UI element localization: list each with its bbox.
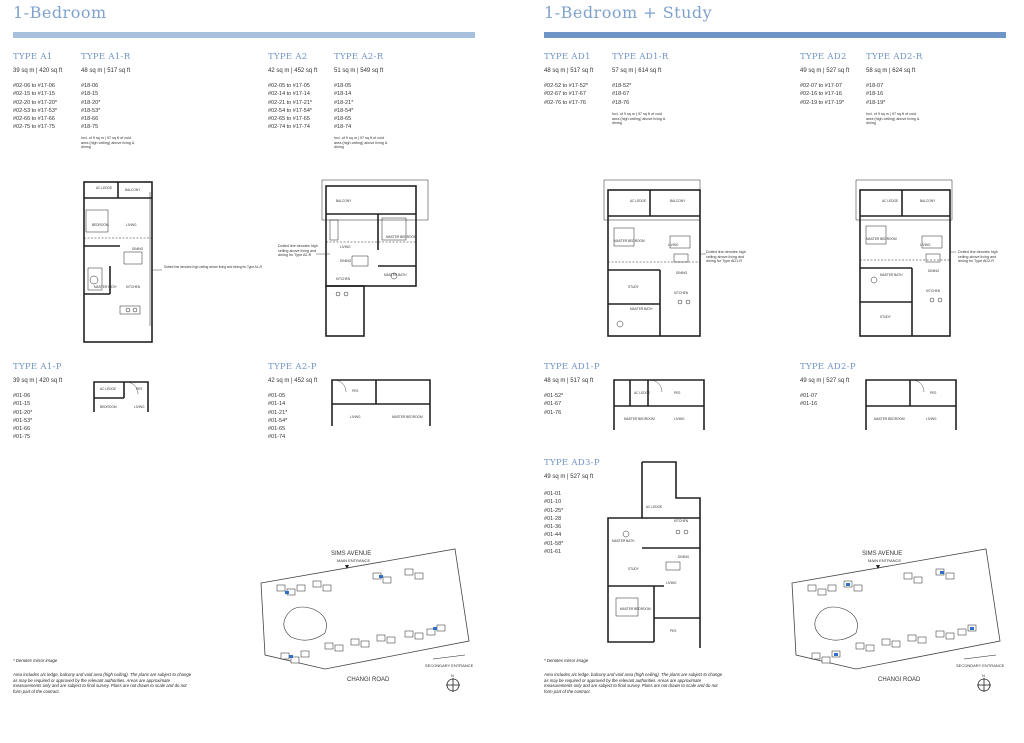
type-ad1r-area: 57 sq m | 614 sq ft <box>612 68 662 74</box>
unit-number: #18-15 <box>81 91 99 98</box>
plan-label: MASTER BEDROOM <box>392 415 423 419</box>
unit-number: #18-65 <box>334 116 352 123</box>
unit-number: #02-20 to #17-20* <box>13 99 58 106</box>
plan-label: MASTER BEDROOM <box>874 417 905 421</box>
plan-label: LIVING <box>350 415 361 419</box>
sims-avenue-label: SIMS AVENUE <box>862 551 903 557</box>
plan-label: MASTER BEDROOM <box>624 417 655 421</box>
type-a1p-units <box>13 392 32 442</box>
unit-number: #01-65 <box>268 426 286 433</box>
type-ad2r-area: 58 sq m | 624 sq ft <box>866 68 916 74</box>
secondary-entrance-label: SECONDARY ENTRANCE <box>425 663 474 668</box>
plan-label: MASTER BEDROOM <box>866 237 897 241</box>
plan-label: DINING <box>132 247 144 251</box>
plan-label: MASTER BATH <box>880 273 903 277</box>
secondary-entrance-label: SECONDARY ENTRANCE <box>956 663 1005 668</box>
unit-number: #18-05 <box>334 83 352 89</box>
unit-number: #02-54 to #17-54* <box>268 107 313 114</box>
type-a1p-title: TYPE A1-P <box>13 362 62 372</box>
unit-number: #01-54* <box>268 417 288 424</box>
right-footnote-disclaimer: Area includes a/c ledge, balcony and void area (high ceiling). The plans are subject to change as may be required or approved by the relevant authorities. Areas are approximate measurements only and are subject to final survey. Plans are not drawn to scale and do not form part of the contract. <box>544 672 723 694</box>
unit-number: #02-05 to #17-05 <box>268 83 310 89</box>
type-ad1r-title: TYPE AD1-R <box>612 52 669 62</box>
right-section-title: 1-Bedroom + Study <box>544 3 713 22</box>
type-ad1p-units <box>544 392 563 417</box>
floor-plan-a2 <box>276 180 436 340</box>
main-entrance-label: MAIN ENTRANCE <box>337 558 371 563</box>
type-a1-area: 39 sq m | 420 sq ft <box>13 68 63 74</box>
plan-label: BALCONY <box>920 199 936 203</box>
type-a2p-units <box>268 392 287 442</box>
floor-plan-ad2p <box>860 376 960 430</box>
floor-plan-a2p <box>326 376 436 426</box>
plan-label: KITCHEN <box>126 285 140 289</box>
plan-label: MASTER BATH <box>612 539 635 543</box>
type-a1-title: TYPE A1 <box>13 52 53 62</box>
type-ad1r-units <box>612 82 631 107</box>
plan-label: BALCONY <box>670 199 686 203</box>
plan-label: LIVING <box>666 581 677 585</box>
unit-number: #01-16 <box>800 401 818 408</box>
unit-number: #01-28 <box>544 515 562 522</box>
plan-label: MASTER BATH <box>384 273 407 277</box>
left-footnote-mirror: * Denotes mirror image <box>13 658 58 663</box>
unit-number: #18-76 <box>612 99 630 106</box>
plan-label: KITCHEN <box>336 277 350 281</box>
plan-label: AC LEDGE <box>882 199 899 203</box>
plan-label: KITCHEN <box>674 291 688 295</box>
plan-label: PES <box>352 389 359 393</box>
type-ad2p-title: TYPE AD2-P <box>800 362 856 372</box>
unit-number: #01-15 <box>13 401 31 408</box>
unit-number: #02-16 to #17-16 <box>800 91 842 98</box>
right-section-bar <box>544 32 1006 38</box>
unit-number: #01-05 <box>268 393 286 399</box>
plan-label: BEDROOM <box>100 405 117 409</box>
plan-label: LIVING <box>340 245 351 249</box>
plan-label: DINING <box>678 555 690 559</box>
unit-number: #02-07 to #17-07 <box>800 83 842 89</box>
unit-number: #02-19 to #17-19* <box>800 99 845 106</box>
type-ad2r-title: TYPE AD2-R <box>866 52 923 62</box>
plan-label: AC LEDGE <box>646 505 663 509</box>
plan-label: MASTER BEDROOM <box>614 239 645 243</box>
unit-number: #18-14 <box>334 91 352 98</box>
plan-label: DINING <box>340 259 352 263</box>
unit-number: #01-07 <box>800 393 818 399</box>
unit-number: #02-21 to #17-21* <box>268 99 313 106</box>
floor-plan-ad3p <box>604 458 714 650</box>
type-ad2r-note: Incl. of 9 sq m | 97 sq ft of void area (high ceiling) above living & dining <box>866 112 920 126</box>
unit-number: #18-19* <box>866 99 886 106</box>
left-section-title: 1-Bedroom <box>13 3 107 22</box>
type-a2r-note: Incl. of 9 sq m | 97 sq ft of void area (high ceiling) above living & dining <box>334 136 388 150</box>
unit-number: #02-15 to #17-15 <box>13 91 55 98</box>
unit-number: #18-21* <box>334 99 354 106</box>
plan-label: BEDROOM <box>92 223 109 227</box>
floor-plan-ad1p <box>608 376 708 430</box>
plan-label: LIVING <box>674 417 685 421</box>
sims-avenue-label: SIMS AVENUE <box>331 551 372 557</box>
plan-label: AC LEDGE <box>630 199 647 203</box>
type-ad3p-units <box>544 490 563 556</box>
plan-label: MASTER BATH <box>94 285 117 289</box>
type-ad2p-area: 49 sq m | 527 sq ft <box>800 378 850 384</box>
plan-label: STUDY <box>880 315 891 319</box>
unit-number: #01-20* <box>13 409 33 416</box>
unit-number: #01-10 <box>544 499 562 506</box>
unit-number: #18-20* <box>81 99 101 106</box>
type-a1r-title: TYPE A1-R <box>81 52 131 62</box>
unit-number: #01-52* <box>544 393 564 399</box>
type-ad2p-units <box>800 392 817 409</box>
type-a1r-note: Incl. of 9 sq m | 97 sq ft of void area (high ceiling) above living & dining <box>81 136 135 150</box>
plan-label: AC LEDGE <box>634 391 651 395</box>
plan-label: LIVING <box>134 405 145 409</box>
unit-number: #01-67 <box>544 401 562 408</box>
unit-number: #01-44 <box>544 532 562 539</box>
type-a2-area: 42 sq m | 452 sq ft <box>268 68 318 74</box>
plan-label: MASTER BEDROOM <box>620 607 651 611</box>
type-ad3p-title: TYPE AD3-P <box>544 458 600 468</box>
type-ad1-units <box>544 82 588 107</box>
unit-number: #02-06 to #17-06 <box>13 83 55 89</box>
plan-label: STUDY <box>628 567 639 571</box>
type-a2r-title: TYPE A2-R <box>334 52 384 62</box>
type-ad1p-area: 48 sq m | 517 sq ft <box>544 378 594 384</box>
plan-label: PES <box>674 391 681 395</box>
plan-label: PES <box>930 391 937 395</box>
unit-number: #02-14 to #17-14 <box>268 91 310 98</box>
unit-number: #02-53 to #17-53* <box>13 107 58 114</box>
plan-a2-callout: Dotted line denotes high ceiling above living and dining for Type A2-R <box>278 244 318 258</box>
plan-label: AC LEDGE <box>100 387 117 391</box>
type-ad2-title: TYPE AD2 <box>800 52 847 62</box>
plan-label: STUDY <box>628 285 639 289</box>
type-a2p-area: 42 sq m | 452 sq ft <box>268 378 318 384</box>
unit-number: #18-66 <box>81 116 99 123</box>
plan-label: BALCONY <box>336 199 352 203</box>
plan-ad1-callout: Dotted line denotes high ceiling above living and dining for Type AD1-R <box>706 250 746 264</box>
unit-number: #18-16 <box>866 91 884 98</box>
type-ad1r-note: Incl. of 9 sq m | 97 sq ft of void area (high ceiling) above living & dining <box>612 112 666 126</box>
plan-label: PES <box>136 387 143 391</box>
changi-road-label: CHANGI ROAD <box>347 677 390 683</box>
type-ad2-area: 49 sq m | 527 sq ft <box>800 68 850 74</box>
floor-plan-a1 <box>80 176 262 346</box>
unit-number: #18-67 <box>612 91 630 98</box>
floor-plan-ad2 <box>852 180 962 342</box>
right-site-plan <box>786 545 1016 700</box>
plan-callout: Dotted line denotes high ceiling above living and dining for Type A1-R <box>164 265 262 269</box>
main-entrance-label: MAIN ENTRANCE <box>868 558 902 563</box>
type-a2r-area: 51 sq m | 549 sq ft <box>334 68 384 74</box>
plan-label: PES <box>670 629 677 633</box>
plan-label: LIVING <box>126 223 137 227</box>
unit-number: #01-74 <box>268 434 286 441</box>
unit-number: #01-14 <box>268 401 286 408</box>
type-ad1-area: 48 sq m | 517 sq ft <box>544 68 594 74</box>
unit-number: #02-52 to #17-52* <box>544 83 589 89</box>
type-ad3p-area: 49 sq m | 527 sq ft <box>544 474 594 480</box>
unit-number: #18-75 <box>81 124 99 131</box>
unit-number: #18-54* <box>334 107 354 114</box>
north-arrow-icon: N <box>451 673 454 678</box>
type-ad2r-units <box>866 82 885 107</box>
unit-number: #18-53* <box>81 107 101 114</box>
unit-number: #02-75 to #17-75 <box>13 124 55 131</box>
plan-label: DINING <box>676 271 688 275</box>
unit-number: #01-75 <box>13 434 31 441</box>
plan-label: KITCHEN <box>926 289 940 293</box>
unit-number: #01-61 <box>544 549 562 556</box>
left-site-plan <box>255 545 485 700</box>
unit-number: #02-74 to #17-74 <box>268 124 310 131</box>
unit-number: #02-67 to #17-67 <box>544 91 586 98</box>
type-a1r-area: 48 sq m | 517 sq ft <box>81 68 131 74</box>
north-arrow-icon: N <box>982 673 985 678</box>
plan-label: BALCONY <box>125 188 141 192</box>
plan-label: DINING <box>928 269 940 273</box>
unit-number: #18-74 <box>334 124 352 131</box>
unit-number: #02-65 to #17-65 <box>268 116 310 123</box>
type-a1r-units <box>81 82 100 132</box>
unit-number: #01-21* <box>268 409 288 416</box>
unit-number: #18-06 <box>81 83 99 89</box>
unit-number: #01-06 <box>13 393 31 399</box>
type-a1p-area: 39 sq m | 420 sq ft <box>13 378 63 384</box>
unit-number: #02-76 to #17-76 <box>544 99 586 106</box>
left-footnote-disclaimer: Area includes a/c ledge, balcony and void area (high ceiling). The plans are subject to change as may be required or approved by the relevant authorities. Areas are approximate measurements only and are subject to final survey. Plans are not drawn to scale and do not form part of the contract. <box>13 672 192 694</box>
unit-number: #18-07 <box>866 83 884 89</box>
unit-number: #18-52* <box>612 83 632 89</box>
type-a1-units <box>13 82 57 132</box>
unit-number: #01-36 <box>544 524 562 531</box>
type-a2p-title: TYPE A2-P <box>268 362 317 372</box>
plan-label: KITCHEN <box>674 519 688 523</box>
unit-number: #01-01 <box>544 491 562 497</box>
plan-label: LIVING <box>920 243 931 247</box>
unit-number: #01-76 <box>544 409 562 416</box>
type-ad1p-title: TYPE AD1-P <box>544 362 600 372</box>
type-ad2-units <box>800 82 844 107</box>
plan-label: AC LEDGE <box>96 186 113 190</box>
plan-label: MASTER BATH <box>630 307 653 311</box>
unit-number: #01-66 <box>13 426 31 433</box>
floor-plan-a1p <box>90 378 164 412</box>
unit-number: #01-58* <box>544 540 564 547</box>
plan-ad2-callout: Dotted line denotes high ceiling above living and dining for Type AD2-R <box>958 250 998 264</box>
plan-label: MASTER BEDROOM <box>386 235 417 239</box>
changi-road-label: CHANGI ROAD <box>878 677 921 683</box>
unit-number: #01-53* <box>13 417 33 424</box>
unit-number: #01-25* <box>544 507 564 514</box>
plan-label: LIVING <box>668 243 679 247</box>
type-ad1-title: TYPE AD1 <box>544 52 591 62</box>
type-a2r-units <box>334 82 353 132</box>
type-a2-units <box>268 82 312 132</box>
right-footnote-mirror: * Denotes mirror image <box>544 658 589 663</box>
floor-plan-ad1 <box>600 180 746 342</box>
type-a2-title: TYPE A2 <box>268 52 308 62</box>
left-section-bar <box>13 32 475 38</box>
unit-number: #02-66 to #17-66 <box>13 116 55 123</box>
plan-label: LIVING <box>926 417 937 421</box>
